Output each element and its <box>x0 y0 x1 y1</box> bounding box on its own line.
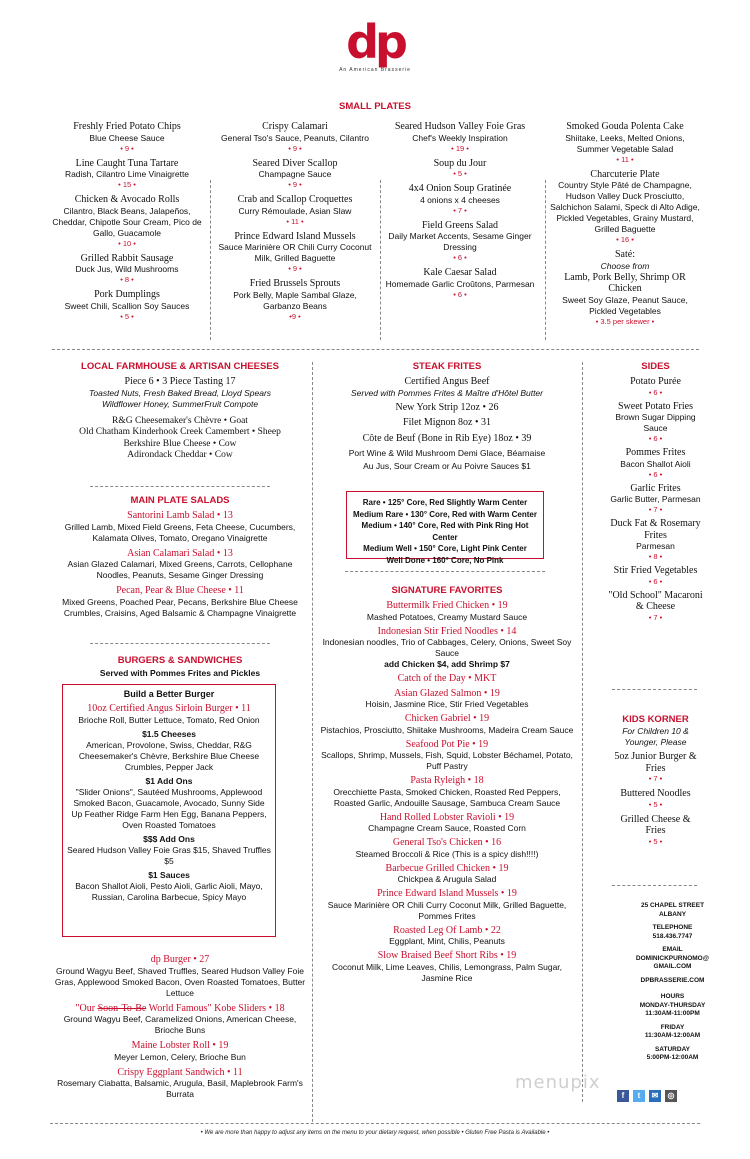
item-desc: Coconut Milk, Lime Leaves, Chilis, Lemongrass, Palm Sugar, Jasmine Rice <box>331 961 563 983</box>
salad-item <box>52 548 308 582</box>
divider <box>612 885 697 886</box>
item-price: • 3.5 per skewer • <box>595 316 655 326</box>
item-desc: Scallops, Shrimp, Mussels, Fish, Squid, Lobster Béchamel, Potato, Puff Pastry <box>321 750 573 771</box>
item-desc: Chickpea & Arugula Salad <box>397 874 497 884</box>
item-desc: Blue Cheese Sauce <box>89 132 165 143</box>
item-extra: add Chicken $4, add Shrimp $7 <box>384 659 510 669</box>
divider <box>312 362 313 1122</box>
side-item <box>606 447 705 480</box>
cut-list <box>318 402 576 445</box>
item-desc: Sauce Marinière OR Chili Curry Coconut Milk, Grilled Baguette <box>218 242 372 263</box>
cheese-list <box>52 416 308 462</box>
menu-item <box>215 278 375 322</box>
item-name: Barbecue Grilled Chicken • 19 <box>385 862 509 874</box>
item-name: Maine Lobster Roll • 19 <box>131 1040 229 1051</box>
side-list <box>588 376 723 623</box>
item-name: Seared Hudson Valley Foie Gras <box>394 121 526 132</box>
item-desc: Asian Glazed Calamari, Mixed Greens, Carrots, Cellophane Noodles, Peanuts, Sesame Ginger Dressing <box>67 559 293 580</box>
item-price: • 9 • <box>120 143 134 153</box>
signature-item <box>318 775 576 809</box>
item-price: • 11 • <box>286 216 304 226</box>
item-desc: Garlic Butter, Parmesan <box>610 494 701 504</box>
item-desc: Parmesan <box>636 541 675 551</box>
item-price: • 6 • <box>648 434 663 443</box>
menu-item <box>52 158 202 191</box>
item-name: Lamb, Pork Belly, Shrimp OR Chicken <box>564 271 686 294</box>
item-name-strike: Soon-To-Be <box>97 1002 147 1014</box>
item-price: • 7 • <box>648 774 663 783</box>
salads-section <box>52 495 308 623</box>
item-desc: Eggplant, Mint, Chilis, Peanuts <box>389 936 505 946</box>
signature-list <box>318 600 576 984</box>
item-price: • 7 • <box>648 505 663 514</box>
signature-title: SIGNATURE FAVORITES <box>391 585 503 596</box>
social-links <box>617 1090 677 1102</box>
sides-title: SIDES <box>641 361 670 372</box>
item-desc: Hoisin, Jasmine Rice, Stir Fried Vegetables <box>365 699 529 709</box>
temp-line: Medium Well • 150° Core, Light Pink Center <box>363 544 527 553</box>
divider <box>210 180 211 340</box>
cheeses-section <box>52 361 308 466</box>
item-price: • 6 • <box>648 387 663 397</box>
temp-line: Medium Rare • 130° Core, Red with Warm Center <box>353 509 537 519</box>
item-name-part: World Famous" Kobe Sliders • 18 <box>146 1002 285 1014</box>
item-price: • 9 • <box>288 143 302 153</box>
lux-options: Seared Hudson Valley Foie Gras $15, Shaved Truffles $5 <box>67 844 271 866</box>
hours-label: HOURS <box>660 993 685 1000</box>
burger-item <box>52 1003 308 1037</box>
signature-item <box>318 812 576 835</box>
item-desc: Meyer Lemon, Celery, Brioche Bun <box>114 1051 246 1062</box>
small-plates-col-2 <box>215 121 375 326</box>
item-price: • 6 • <box>453 289 467 299</box>
cheese-item: Old Chatham Kinderhook Creek Camembert • Sheep <box>79 427 281 437</box>
item-name: Indonesian Stir Fried Noodles • 14 <box>377 625 517 637</box>
item-name: Garlic Frites <box>630 482 681 494</box>
item-name: Charcuterie Plate <box>590 168 660 180</box>
side-item <box>606 483 705 516</box>
signature-item <box>318 688 576 711</box>
item-price: • 7 • <box>648 612 663 622</box>
item-name: Seafood Pot Pie • 19 <box>405 738 489 750</box>
steak-cut: Côte de Beuf (Bone in Rib Eye) 18oz • 39 <box>362 432 532 444</box>
item-name: Field Greens Salad <box>421 219 499 231</box>
footer-note: • We are more than happy to adjust any items on the menu to your dietary request, when possible • Gluten Free Pasta is Available • <box>200 1130 550 1136</box>
divider <box>52 349 699 350</box>
item-name: Slow Braised Beef Short Ribs • 19 <box>377 950 517 961</box>
item-desc: Steamed Broccoli & Rice (This is a spicy dish!!!!) <box>355 848 539 859</box>
item-price: • 6 • <box>648 469 663 479</box>
divider <box>50 1123 700 1124</box>
item-desc: Bacon Shallot Aioli <box>620 458 691 469</box>
divider <box>545 180 546 340</box>
salad-list <box>52 510 308 619</box>
sauce-header: $1 Sauces <box>148 869 190 880</box>
sauce-options: Bacon Shallot Aioli, Pesto Aioli, Garlic Aioli, Mayo, Russian, Carolina Barbecue, Spicy Mayo <box>75 880 263 902</box>
item-name: Stir Fried Vegetables <box>613 565 698 576</box>
item-name: Pork Dumplings <box>94 289 160 300</box>
salads-title: MAIN PLATE SALADS <box>130 495 230 506</box>
menu-item <box>385 267 535 300</box>
menu-item <box>215 231 375 275</box>
item-name: Buttered Noodles <box>620 788 691 799</box>
item-name: Duck Fat & Rosemary Frites <box>610 518 701 541</box>
item-name: Chicken & Avocado Rolls <box>74 194 180 205</box>
divider <box>345 571 545 572</box>
menu-item <box>385 158 535 180</box>
item-desc: Daily Market Accents, Sesame Ginger Dressing <box>388 231 532 252</box>
divider <box>90 643 270 644</box>
item-name: Crab and Scallop Croquettes <box>237 194 353 205</box>
hours-time-2: 11:30AM-12:00AM <box>644 1032 701 1039</box>
hours-day-2: FRIDAY <box>660 1023 685 1031</box>
item-desc: Pork Belly, Maple Sambal Glaze, Garbanzo Beans <box>233 289 357 311</box>
burgers-title: BURGERS & SANDWICHES <box>117 655 243 666</box>
item-price: •9 • <box>289 311 301 321</box>
item-price: • 16 • <box>616 235 634 244</box>
hours-day-3: SATURDAY <box>654 1045 691 1053</box>
side-item <box>606 518 705 562</box>
item-price: • 19 • <box>451 143 469 153</box>
item-name: 4x4 Onion Soup Gratinée <box>408 183 512 194</box>
build-burger-desc: Brioche Roll, Butter Lettuce, Tomato, Red Onion <box>78 714 260 725</box>
addon-header: $1 Add Ons <box>145 775 193 786</box>
item-desc: Chef's Weekly Inspiration <box>412 132 508 143</box>
item-name: Prince Edward Island Mussels • 19 <box>377 888 517 899</box>
signature-item <box>318 837 576 860</box>
logo-mark: dp <box>346 15 404 69</box>
item-price: • 6 • <box>648 576 663 586</box>
item-name: Chicken Gabriel • 19 <box>404 713 490 724</box>
build-title: Build a Better Burger <box>123 689 215 699</box>
item-name: 5oz Junior Burger & Fries <box>614 751 697 774</box>
salad-item <box>52 510 308 544</box>
item-name: Seared Diver Scallop <box>252 157 338 169</box>
side-item <box>606 376 705 398</box>
item-name: Asian Glazed Salmon • 19 <box>394 687 500 699</box>
cheese-header: $1.5 Cheeses <box>142 728 196 739</box>
facebook-icon[interactable]: f <box>617 1090 629 1102</box>
item-desc: Brown Sugar Dipping Sauce <box>615 412 696 433</box>
city: ALBANY <box>658 910 687 918</box>
divider <box>582 362 583 1102</box>
kids-title: KIDS KORNER <box>622 714 689 725</box>
item-price: • 5 • <box>648 799 663 809</box>
steak-served: Served with Pommes Frites & Maître d'Hôtel Butter <box>351 387 543 398</box>
twitter-icon[interactable]: t <box>633 1090 645 1102</box>
logo <box>0 15 750 73</box>
signature-item <box>318 925 576 948</box>
menu-item <box>215 158 375 191</box>
item-desc: Country Style Pâté de Champagne, Hudson Valley Duck Prosciutto, Salchichon Salami, Speck di Alto Adige, Pickled Vegetables, Grainy Mustard, Grilled Baguette <box>550 180 700 234</box>
small-plates-col-3 <box>385 121 535 304</box>
item-name: Grilled Cheese & Fries <box>620 813 691 836</box>
burger-item <box>52 1067 308 1101</box>
item-desc: Shiitake, Leeks, Melted Onions, Summer Vegetable Salad <box>565 132 685 154</box>
item-name: Fried Brussels Sprouts <box>249 278 341 289</box>
signature-item <box>318 950 576 984</box>
item-desc: Pistachios, Prosciutto, Shiitake Mushrooms, Madeira Cream Sauce <box>320 724 574 735</box>
item-desc: Ground Wagyu Beef, Shaved Truffles, Seared Hudson Valley Foie Gras, Applewood Smoked Bacon, Oven Roasted Tomatoes, Butter Lettuce <box>54 965 306 998</box>
item-name-part: "Our <box>75 1002 98 1014</box>
kids-subtitle: For Children 10 & Younger, Please <box>622 726 689 747</box>
item-price: • 9 • <box>288 180 302 189</box>
steak-cut: Filet Mignon 8oz • 31 <box>403 417 491 428</box>
menu-item <box>215 194 375 227</box>
cheeses-title: LOCAL FARMHOUSE & ARTISAN CHEESES <box>81 361 279 372</box>
item-name: Pommes Frites <box>625 447 686 458</box>
item-desc: Curry Rémoulade, Asian Slaw <box>238 205 352 216</box>
item-desc: Radish, Cilantro Lime Vinaigrette <box>64 169 190 179</box>
item-desc: Sweet Chili, Scallion Soy Sauces <box>64 300 190 311</box>
address: 25 CHAPEL STREET <box>640 902 705 909</box>
item-name: Soup du Jour <box>433 157 487 169</box>
menu-item <box>550 121 700 165</box>
cheese-options: American, Provolone, Swiss, Cheddar, R&G Cheesemaker's Chèvre, Berkshire Blue Cheese Crumbles, Pepper Jack <box>78 739 260 772</box>
side-item <box>606 565 705 587</box>
build-burger-name: 10oz Certified Angus Sirloin Burger • 11 <box>87 703 251 714</box>
menu-item <box>215 121 375 154</box>
item-name: Prince Edward Island Mussels <box>234 230 356 242</box>
menu-item <box>385 220 535 264</box>
item-name: Pecan, Pear & Blue Cheese • 11 <box>116 585 244 596</box>
item-name: Kale Caesar Salad <box>423 267 497 278</box>
kids-section <box>588 714 723 851</box>
website[interactable]: DPBRASSERIE.COM <box>640 976 705 984</box>
item-name: Saté: <box>615 249 635 260</box>
lux-header: $$$ Add Ons <box>143 833 195 844</box>
kids-item <box>613 814 698 847</box>
item-name: "Old School" Macaroni & Cheese <box>608 589 703 612</box>
watermark: menupix <box>515 1072 601 1093</box>
item-name: Smoked Gouda Polenta Cake <box>566 121 684 132</box>
contact-info <box>605 902 740 1063</box>
item-price: • 6 • <box>453 253 467 262</box>
steak-beef: Certified Angus Beef <box>404 376 490 387</box>
item-price: • 9 • <box>288 264 302 273</box>
temp-line: Medium • 140° Core, Red with Pink Ring Hot Center <box>361 521 529 542</box>
telephone-label: TELEPHONE <box>652 924 693 931</box>
hours-day-1: MONDAY-THURSDAY <box>639 1001 706 1009</box>
burgers-section <box>52 655 308 683</box>
hours-time-1: 11:30AM-11:00PM <box>645 1010 700 1017</box>
sides-section <box>588 361 723 626</box>
menu-item <box>550 249 700 327</box>
item-desc: Rosemary Ciabatta, Balsamic, Arugula, Basil, Maplebrook Farm's Burrata <box>57 1078 303 1099</box>
item-desc: Homemade Garlic Croûtons, Parmesan <box>385 278 535 289</box>
item-name: Roasted Leg Of Lamb • 22 <box>393 924 501 936</box>
item-desc: Sauce Marinière OR Chili Curry Coconut Milk, Grilled Baguette, Pommes Frites <box>327 899 567 921</box>
item-price: • 5 • <box>648 836 663 846</box>
item-price: • 5 • <box>453 169 467 178</box>
steak-section <box>318 361 576 476</box>
steak-sauces-2: Au Jus, Sour Cream or Au Poivre Sauces $1 <box>363 461 531 471</box>
email-label: EMAIL <box>662 946 683 953</box>
item-name: Crispy Eggplant Sandwich • 11 <box>117 1066 243 1078</box>
signature-item <box>318 673 576 685</box>
small-plates-title: SMALL PLATES <box>339 101 411 112</box>
item-desc: Indonesian noodles, Trio of Cabbages, Celery, Onions, Sweet Soy Sauce <box>322 637 572 658</box>
item-name <box>52 1003 308 1015</box>
item-desc: Duck Jus, Wild Mushrooms <box>75 264 179 274</box>
item-price: • 7 • <box>453 205 467 215</box>
divider <box>612 689 697 690</box>
side-item <box>606 590 705 623</box>
steak-title: STEAK FRITES <box>412 361 482 372</box>
item-price: • 11 • <box>616 154 634 164</box>
steak-cut: New York Strip 12oz • 26 <box>395 401 499 413</box>
cheese-item: R&G Cheesemaker's Chèvre • Goat <box>112 415 248 426</box>
item-desc: Mixed Greens, Poached Pear, Pecans, Berkshire Blue Cheese Crumbles, Craisins, Aged Balsamic & Champagne Vinaigrette <box>62 596 298 618</box>
menu-item <box>550 169 700 246</box>
cheese-item: Berkshire Blue Cheese • Cow <box>123 438 237 449</box>
signature-section <box>318 585 576 987</box>
item-price: • 10 • <box>118 238 136 248</box>
kids-list <box>588 751 723 847</box>
email-icon[interactable]: ✉ <box>649 1090 661 1102</box>
cheeses-desc: Toasted Nuts, Fresh Baked Bread, Lloyd Spears Wildflower Honey, SummerFruit Compote <box>88 387 272 409</box>
menu-item <box>52 253 202 286</box>
burger-list <box>52 954 308 1104</box>
item-desc: General Tso's Sauce, Peanuts, Cilantro <box>221 132 369 143</box>
item-name: General Tso's Chicken • 16 <box>392 837 502 848</box>
item-name: Catch of the Day • MKT <box>397 673 497 684</box>
item-desc: Champagne Cream Sauce, Roasted Corn <box>368 823 526 833</box>
item-name: Sweet Potato Fries <box>618 400 693 412</box>
menu-item <box>52 121 202 154</box>
item-price: • 8 • <box>648 552 663 561</box>
small-plates-col-1 <box>52 121 202 326</box>
item-desc: 4 onions x 4 cheeses <box>420 194 500 205</box>
signature-item <box>318 713 576 736</box>
item-note: Choose from <box>600 260 650 271</box>
menu-item <box>385 121 535 154</box>
item-desc: Grilled Lamb, Mixed Field Greens, Feta Cheese, Cucumbers, Kalamata Olives, Tomato, Oregano Vinaigrette <box>64 521 296 543</box>
kids-item <box>613 788 698 810</box>
item-name: Potato Purée <box>630 376 681 387</box>
item-name: Hand Rolled Lobster Ravioli • 19 <box>379 811 515 823</box>
cheeses-price: Piece 6 • 3 Piece Tasting 17 <box>124 376 236 387</box>
temp-line: Rare • 125° Core, Red Slightly Warm Center <box>362 498 528 507</box>
temperature-box <box>346 491 544 565</box>
item-name: Santorini Lamb Salad • 13 <box>127 510 233 521</box>
item-desc: Orecchiette Pasta, Smoked Chicken, Roasted Red Peppers, Roasted Garlic, Andouille Sausage, Sambuca Cream Sauce <box>333 786 561 808</box>
item-name: Pasta Ryleigh • 18 <box>410 775 484 786</box>
hours-time-3: 5:00PM-12:00AM <box>646 1054 699 1061</box>
signature-item <box>318 626 576 671</box>
item-name: Crispy Calamari <box>262 121 328 132</box>
signature-item <box>318 739 576 773</box>
temp-line: Well Done • 160° Core, No Pink <box>386 555 504 565</box>
item-desc: Ground Wagyu Beef, Caramelized Onions, American Cheese, Brioche Buns <box>63 1014 297 1035</box>
item-name: Buttermilk Fried Chicken • 19 <box>386 600 508 611</box>
menu-item <box>52 289 202 322</box>
burger-item <box>52 1040 308 1063</box>
instagram-icon[interactable]: ◎ <box>665 1090 677 1102</box>
divider <box>90 486 270 487</box>
item-desc: Mashed Potatoes, Creamy Mustard Sauce <box>366 611 528 622</box>
addon-options: "Slider Onions", Sautéed Mushrooms, Applewood Smoked Bacon, Guacamole, Avocado, Sunny Side Up Feather Ridge Farm Hen Egg, Banana Peppers, Oven Roasted Tomatoes <box>71 786 267 830</box>
menu-item <box>385 183 535 216</box>
item-name: dp Burger • 27 <box>150 954 210 965</box>
item-name: Grilled Rabbit Sausage <box>80 252 174 264</box>
item-desc: Champagne Sauce <box>258 169 332 179</box>
burger-item <box>52 954 308 999</box>
item-price: • 8 • <box>120 275 134 284</box>
burgers-subtitle: Served with Pommes Frites and Pickles <box>99 668 261 678</box>
small-plates-col-4 <box>550 121 700 331</box>
cheese-item: Adirondack Cheddar • Cow <box>127 450 233 460</box>
signature-item <box>318 863 576 886</box>
item-name: Line Caught Tuna Tartare <box>75 157 179 169</box>
item-name: Freshly Fried Potato Chips <box>73 121 181 132</box>
telephone[interactable]: 518.436.7747 <box>652 932 693 940</box>
item-desc: Cilantro, Black Beans, Jalapeños, Cheddar, Chipotle Sour Cream, Pico de Gallo, Guacamole <box>52 205 202 238</box>
item-name: Asian Calamari Salad • 13 <box>127 547 233 559</box>
item-price: • 5 • <box>120 311 134 321</box>
email[interactable]: DOMINICKPURNOMO@ GMAIL.COM <box>635 954 710 970</box>
steak-sauces: Port Wine & Wild Mushroom Demi Glace, Béarnaise <box>348 448 546 458</box>
kids-item <box>613 751 698 784</box>
salad-item <box>52 585 308 619</box>
build-burger-box <box>62 684 276 937</box>
signature-item <box>318 600 576 623</box>
divider <box>380 180 381 340</box>
menu-item <box>52 194 202 249</box>
item-price: • 15 • <box>118 180 136 189</box>
side-item <box>606 401 705 445</box>
item-desc: Sweet Soy Glaze, Peanut Sauce, Pickled Vegetables <box>562 294 688 316</box>
signature-item <box>318 888 576 922</box>
logo-tagline: An American Brasserie <box>339 67 411 73</box>
